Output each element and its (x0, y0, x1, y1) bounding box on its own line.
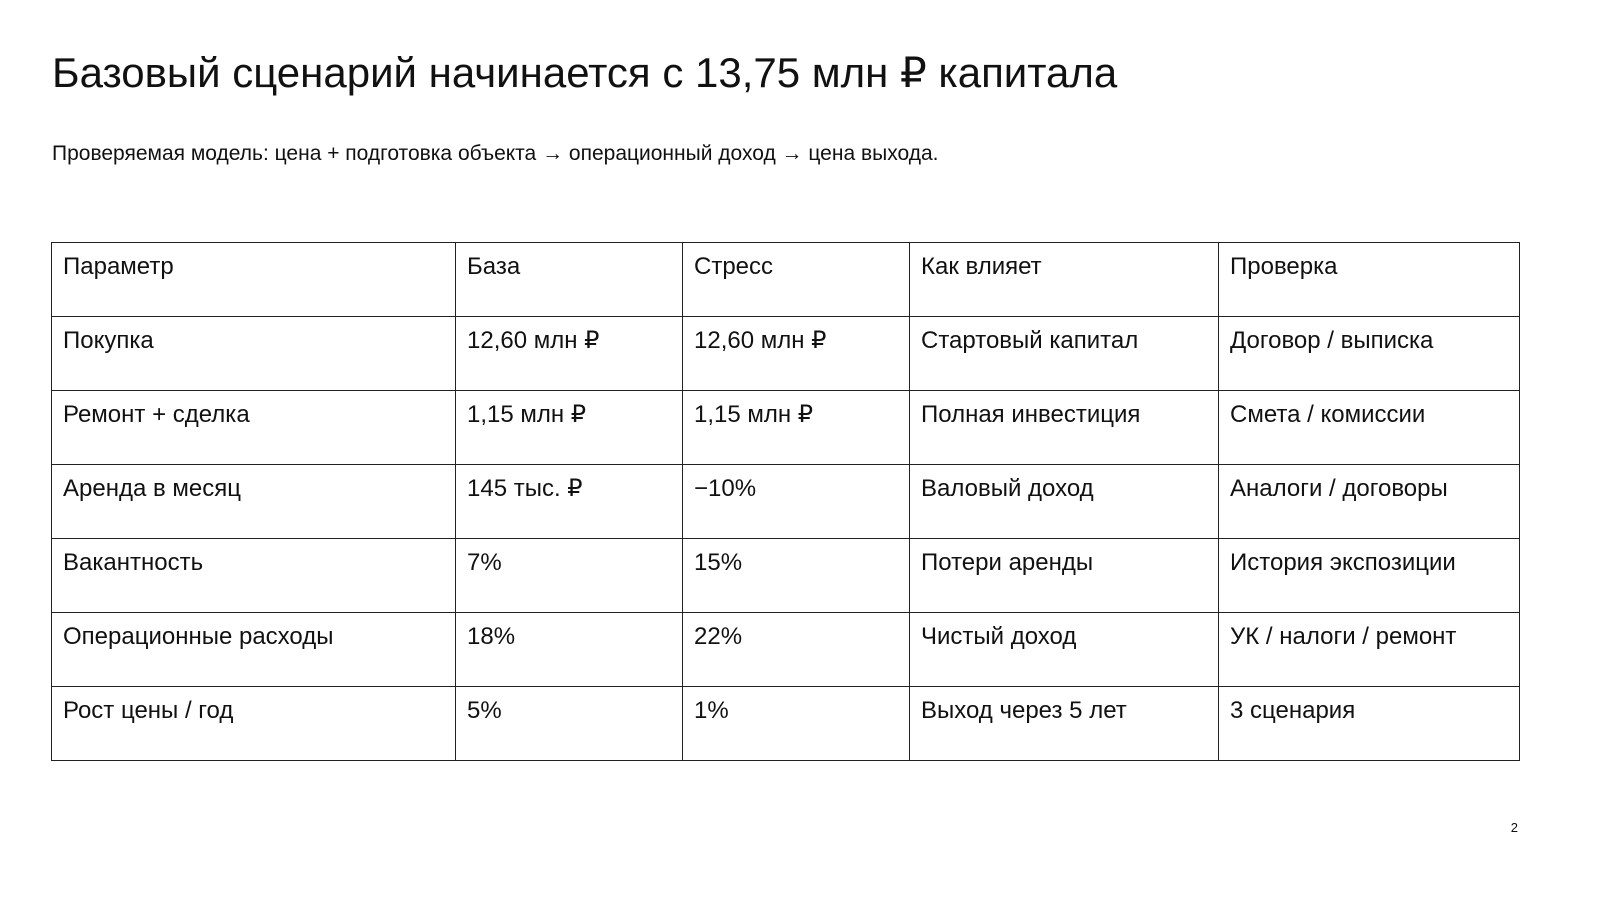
table-row (52, 317, 1520, 391)
table-cell: Вакантность (52, 539, 456, 613)
table-cell: 1,15 млн ₽ (683, 391, 910, 465)
table-cell: История экспозиции (1219, 539, 1520, 613)
table-cell: УК / налоги / ремонт (1219, 613, 1520, 687)
page-number: 2 (1510, 820, 1518, 835)
table-cell: 18% (456, 613, 683, 687)
table-row (52, 687, 1520, 761)
table-cell: 1,15 млн ₽ (456, 391, 683, 465)
table-cell: 145 тыс. ₽ (456, 465, 683, 539)
table-cell: 15% (683, 539, 910, 613)
slide-title: Базовый сценарий начинается с 13,75 млн ₽ капитала (52, 49, 1118, 96)
table-cell: Аренда в месяц (52, 465, 456, 539)
table-cell: 5% (456, 687, 683, 761)
table-cell: Договор / выписка (1219, 317, 1520, 391)
table-row (52, 613, 1520, 687)
table-cell: Покупка (52, 317, 456, 391)
table-cell: Полная инвестиция (910, 391, 1219, 465)
table-header-row (52, 243, 1520, 317)
table-cell: Выход через 5 лет (910, 687, 1219, 761)
table-cell: Стартовый капитал (910, 317, 1219, 391)
header-cell-check: Проверка (1219, 243, 1520, 317)
table-cell: 22% (683, 613, 910, 687)
table-cell: 1% (683, 687, 910, 761)
parameters-table-container (51, 242, 1519, 761)
table-cell: Аналоги / договоры (1219, 465, 1520, 539)
table-cell: Валовый доход (910, 465, 1219, 539)
slide-subtitle: Проверяемая модель: цена + подготовка объекта → операционный доход → цена выхода. (52, 142, 939, 165)
table-cell: Рост цены / год (52, 687, 456, 761)
table-cell: 3 сценария (1219, 687, 1520, 761)
header-cell-impact: Как влияет (910, 243, 1219, 317)
header-cell-stress: Стресс (683, 243, 910, 317)
table-cell: Чистый доход (910, 613, 1219, 687)
table-cell: Смета / комиссии (1219, 391, 1520, 465)
table-cell: Операционные расходы (52, 613, 456, 687)
header-cell-base: База (456, 243, 683, 317)
table-row (52, 465, 1520, 539)
table-cell: Ремонт + сделка (52, 391, 456, 465)
table-cell: Потери аренды (910, 539, 1219, 613)
table-row (52, 391, 1520, 465)
table-row (52, 539, 1520, 613)
table-cell: 12,60 млн ₽ (683, 317, 910, 391)
table-cell: 12,60 млн ₽ (456, 317, 683, 391)
parameters-table (51, 242, 1520, 761)
table-cell: 7% (456, 539, 683, 613)
table-cell: −10% (683, 465, 910, 539)
header-cell-parameter: Параметр (52, 243, 456, 317)
